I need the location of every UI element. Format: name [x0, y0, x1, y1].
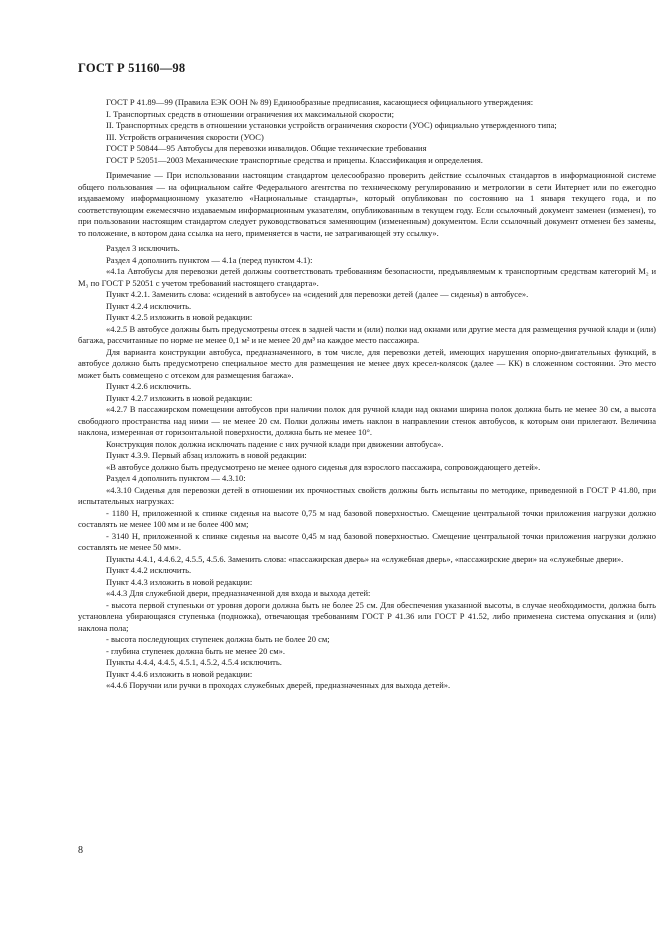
paragraph: Пункт 4.2.5 изложить в новой редакции:: [106, 312, 253, 322]
paragraph: - глубина ступенек должна быть не менее 20 см».: [106, 645, 285, 656]
paragraph: ГОСТ Р 41.89—99 (Правила ЕЭК ООН № 89) Единообразные предписания, касающиеся официального утверждения:: [106, 97, 534, 107]
paragraph: «4.1а Автобусы для перевозки детей должны соответствовать требованиям безопасности, предъявляемым к транспортным средствам категорий M₂ и M₃ по ГОСТ Р 52051 с учетом требований настоящего стандарта».: [78, 266, 656, 288]
page-header: ГОСТ Р 51160—98: [78, 61, 186, 75]
paragraph: «4.2.7 В пассажирском помещении автобусов при наличии полок для ручной клади над окнами ширина полок должна быть не менее 30 см, а высота свободного пространства над ними — не менее 20 см. Полки должны иметь наклон в направлении стенок автобусов, к которым они прилегают. Величина наклона, измеренная от горизонтальной поверхности, должна быть не менее 10°.: [78, 404, 656, 437]
paragraph: «В автобусе должно быть предусмотрено не менее одного сиденья для взрослого пассажира, сопровождающего детей».: [106, 461, 541, 472]
paragraph: Пункт 4.3.9. Первый абзац изложить в новой редакции:: [106, 450, 307, 460]
paragraph: Пункты 4.4.1, 4.4.6.2, 4.5.5, 4.5.6. Заменить слова: «пассажирская дверь» на «служебная дверь», «пассажирские двери» на «служебные двери».: [106, 553, 624, 564]
paragraph: Раздел 4 дополнить пунктом — 4.3.10:: [106, 473, 246, 483]
paragraph: Пункт 4.2.7 изложить в новой редакции:: [106, 392, 253, 403]
paragraph: Для варианта конструкции автобуса, предназначенного, в том числе, для перевозки детей, имеющих нарушения опорно-двигательных функций, в автобусе должно быть предусмотрено специальное место для размещения не менее двух кресел-колясок (далее — КК) в сложенном состоянии. Это место может быть совмещено с отсеком для размещения багажа».: [78, 346, 656, 380]
paragraph: «4.4.3 Для служебной двери, предназначенной для входа и выхода детей:: [106, 588, 371, 598]
paragraph: Пункт 4.2.6 исключить.: [106, 381, 192, 391]
paragraph: Пункт 4.4.3 изложить в новой редакции:: [106, 576, 253, 587]
paragraph: - высота последующих ступенек должна быть не более 20 см;: [106, 634, 330, 644]
paragraph: Раздел 3 исключить.: [106, 243, 180, 253]
paragraph: Пункт 4.4.2 исключить.: [106, 565, 192, 575]
page-number: 8: [78, 845, 83, 856]
paragraph: Раздел 4 дополнить пунктом — 4.1а (перед пунктом 4.1):: [106, 254, 313, 265]
paragraph: - 3140 Н, приложенной к спинке сиденья на высоте 0,45 м над базовой поверхностью. Смещение центральной точки приложения нагрузки должно составлять не менее 50 мм».: [78, 530, 656, 552]
paragraph: «4.2.5 В автобусе должны быть предусмотрены отсек в задней части и (или) полки над окнами или другие места для размещения ручной клади и (или) багажа, рассчитанные по норме не менее 0,1 м² и не менее 20 дм³ на каждое место пассажира.: [78, 323, 656, 345]
document-body: [78, 97, 656, 692]
paragraph: Пункт 4.4.6 изложить в новой редакции:: [106, 668, 253, 679]
paragraph: - 1180 Н, приложенной к спинке сиденья на высоте 0,75 м над базовой поверхностью. Смещение центральной точки приложения нагрузки должно составлять не менее 100 мм и не более 400 мм;: [78, 507, 656, 529]
note-paragraph: Примечание — При использовании настоящим стандартом целесообразно проверить действие ссылочных стандартов в информационной системе общего пользования — на официальном сайте Федерального агентства по техническому регулированию и метрологии в сети Интернет или по ежегодно издаваемому информационному указателю «Национальные стандарты», который опубликован по состоянию на 1 января текущего года, и по соответствующим ежемесячно издаваемым информационным указателям, опубликованным в текущем году. Если ссылочный документ заменен (изменен), то при пользовании настоящим стандартом следует руководствоваться заменяющим (измененным) документом. Если ссылочный документ отменен без замены, то положение, в котором дана ссылка на него, применяется в части, не затрагивающей эту ссылку».: [78, 170, 656, 238]
paragraph: II. Транспортных средств в отношении установки устройств ограничения скорости (УОС) официально утвержденного типа;: [106, 120, 557, 130]
paragraph: I. Транспортных средств в отношении ограничения их максимальной скорости;: [106, 108, 394, 119]
paragraph: ГОСТ Р 50844—95 Автобусы для перевозки инвалидов. Общие технические требования: [106, 143, 427, 153]
paragraph: ГОСТ Р 52051—2003 Механические транспортные средства и прицепы. Классификация и определения.: [106, 154, 483, 165]
paragraph: Пункт 4.2.4 исключить.: [106, 300, 192, 311]
paragraph: III. Устройств ограничения скорости (УОС): [106, 131, 264, 142]
paragraph: «4.3.10 Сиденья для перевозки детей в отношении их прочностных свойств должны быть испытаны по методике, приведенной в ГОСТ Р 41.80, при испытательных нагрузках:: [78, 484, 656, 506]
paragraph: «4.4.6 Поручни или ручки в проходах служебных дверей, предназначенных для выхода детей».: [106, 680, 451, 690]
paragraph: - высота первой ступеньки от уровня дороги должна быть не более 25 см. Для обеспечения указанной высоты, в случае необходимости, должна быть установлена убирающаяся ступенька (подножка), отвечающая требованиям ГОСТ Р 41.36 или ГОСТ Р 41.52, либо применена система опускания и (или) наклона пола;: [78, 599, 656, 633]
paragraph: Пункт 4.2.1. Заменить слова: «сидений в автобусе» на «сидений для перевозки детей (далее — сиденья) в автобусе».: [106, 289, 529, 299]
paragraph: Конструкция полок должна исключать падение с них ручной клади при движении автобуса».: [106, 438, 444, 449]
paragraph: Пункты 4.4.4, 4.4.5, 4.5.1, 4.5.2, 4.5.4 исключить.: [106, 657, 282, 667]
